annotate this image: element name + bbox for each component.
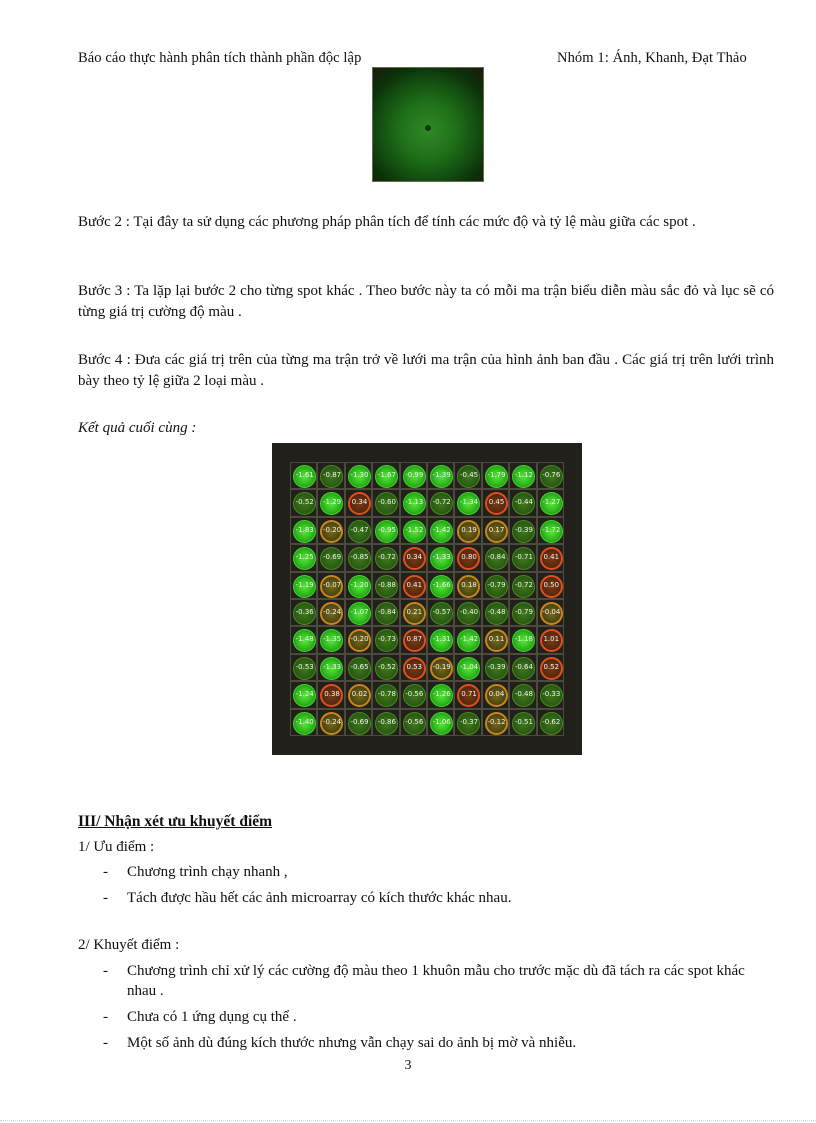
spot-value: -1.48 bbox=[295, 635, 314, 644]
grid-cell bbox=[372, 489, 399, 516]
spot-value: -1.40 bbox=[295, 717, 314, 726]
grid-cell bbox=[400, 489, 427, 516]
spot-value: -1.26 bbox=[432, 690, 451, 699]
list-item: - Một số ảnh dù đúng kích thước nhưng vẫn chạy sai do ảnh bị mờ và nhiễu. bbox=[103, 1035, 577, 1051]
grid-cell bbox=[317, 654, 344, 681]
spot-value: -1.52 bbox=[405, 525, 424, 534]
spot-value: 0.52 bbox=[543, 662, 560, 671]
spot-value: -1.61 bbox=[295, 471, 314, 479]
spot-value: -1.31 bbox=[432, 635, 451, 644]
spot-value: 0.04 bbox=[488, 690, 505, 699]
spot-value: -0.19 bbox=[432, 662, 451, 671]
spot-value: -0.99 bbox=[405, 471, 424, 479]
grid-cell bbox=[482, 709, 509, 736]
spot-value: -0.20 bbox=[350, 635, 369, 644]
grid-cell bbox=[454, 489, 481, 516]
grid-cell bbox=[454, 626, 481, 653]
grid-cell bbox=[290, 599, 317, 626]
spot-value: -0.52 bbox=[377, 662, 396, 671]
grid-cell bbox=[400, 626, 427, 653]
grid-cell bbox=[537, 517, 564, 544]
spot-value: -0.72 bbox=[514, 580, 533, 589]
grid-cell bbox=[290, 544, 317, 571]
grid-cell bbox=[427, 572, 454, 599]
spot-value: -0.78 bbox=[377, 690, 396, 699]
grid-cell bbox=[317, 599, 344, 626]
grid-cell bbox=[317, 572, 344, 599]
spot-value: -0.39 bbox=[514, 525, 533, 534]
spot-value: -1.42 bbox=[460, 635, 479, 644]
grid-cell bbox=[345, 626, 372, 653]
spot-value: -1.12 bbox=[514, 471, 533, 479]
advantages-list bbox=[103, 862, 775, 914]
spot-value: -0.48 bbox=[514, 690, 533, 699]
spot-value: -0.69 bbox=[323, 553, 342, 562]
grid-cell bbox=[482, 681, 509, 708]
spot-value: -1.29 bbox=[323, 498, 342, 507]
spot-value: 0.41 bbox=[543, 553, 560, 562]
grid-cell bbox=[290, 462, 317, 489]
spot-value: -0.04 bbox=[542, 608, 561, 616]
grid-cell bbox=[482, 462, 509, 489]
spot-value: -0.72 bbox=[377, 553, 396, 562]
grid-cells bbox=[290, 462, 564, 736]
grid-cell bbox=[509, 572, 536, 599]
single-spot-image bbox=[372, 67, 484, 182]
grid-cell bbox=[290, 517, 317, 544]
grid-cell bbox=[482, 599, 509, 626]
grid-cell bbox=[345, 544, 372, 571]
grid-cell bbox=[290, 709, 317, 736]
grid-cell bbox=[372, 626, 399, 653]
grid-cell bbox=[427, 599, 454, 626]
grid-cell bbox=[345, 572, 372, 599]
microarray-result-grid bbox=[272, 443, 582, 755]
spot-value: -1.33 bbox=[432, 553, 451, 562]
spot-value: 0.45 bbox=[488, 498, 505, 507]
grid-cell bbox=[317, 626, 344, 653]
grid-cell bbox=[400, 572, 427, 599]
spot-value: -0.39 bbox=[487, 662, 506, 671]
spot-value: -1.30 bbox=[350, 471, 369, 479]
spot-value: -0.24 bbox=[323, 608, 342, 616]
spot-value: 0.34 bbox=[351, 498, 368, 507]
grid-cell bbox=[400, 462, 427, 489]
disadvantages-list bbox=[103, 961, 775, 1059]
grid-cell bbox=[372, 599, 399, 626]
spot-value: -0.84 bbox=[487, 553, 506, 562]
grid-cell bbox=[454, 599, 481, 626]
spot-value: 0.34 bbox=[406, 553, 423, 562]
spot-value: -0.24 bbox=[323, 717, 342, 726]
spot-value: -1.19 bbox=[295, 580, 314, 589]
grid-cell bbox=[372, 544, 399, 571]
spot-value: -0.73 bbox=[377, 635, 396, 644]
grid-cell bbox=[537, 599, 564, 626]
spot-value: -0.37 bbox=[460, 717, 479, 726]
spot-value: -1.35 bbox=[323, 635, 342, 644]
spot-value: -0.79 bbox=[487, 580, 506, 589]
grid-cell bbox=[537, 654, 564, 681]
list-item: - Chưa có 1 ứng dụng cụ thể . bbox=[103, 1009, 297, 1025]
spot-value: -1.72 bbox=[542, 525, 561, 534]
grid-cell bbox=[317, 681, 344, 708]
spot-value: -1.06 bbox=[432, 717, 451, 726]
grid-cell bbox=[400, 599, 427, 626]
grid-cell bbox=[537, 489, 564, 516]
spot-value: 0.71 bbox=[461, 690, 477, 699]
grid-cell bbox=[537, 681, 564, 708]
spot-value: -0.56 bbox=[405, 690, 424, 699]
grid-cell bbox=[427, 544, 454, 571]
spot-value: 0.18 bbox=[461, 580, 477, 589]
grid-cell bbox=[290, 654, 317, 681]
grid-cell bbox=[509, 681, 536, 708]
grid-cell bbox=[345, 599, 372, 626]
spot-value: 0.53 bbox=[406, 662, 423, 671]
spot-value: -0.72 bbox=[432, 498, 451, 507]
grid-cell bbox=[372, 709, 399, 736]
spot-value: -0.20 bbox=[323, 525, 342, 534]
grid-cell bbox=[372, 572, 399, 599]
spot-value: -1.25 bbox=[295, 553, 314, 562]
grid-cell bbox=[509, 489, 536, 516]
grid-cell bbox=[537, 544, 564, 571]
spot-value: 0.19 bbox=[461, 525, 477, 534]
result-label: Kết quả cuối cùng : bbox=[78, 420, 197, 436]
header-right: Nhóm 1: Ánh, Khanh, Đạt Thảo bbox=[557, 50, 747, 66]
list-item: - Chương trình chạy nhanh , bbox=[103, 864, 288, 880]
grid-cell bbox=[454, 709, 481, 736]
spot-value: -1.18 bbox=[514, 635, 533, 644]
grid-cell bbox=[482, 626, 509, 653]
grid-cell bbox=[454, 654, 481, 681]
spot-value: -0.86 bbox=[377, 717, 396, 726]
grid-cell bbox=[290, 572, 317, 599]
spot-value: -0.44 bbox=[514, 498, 533, 507]
grid-cell bbox=[345, 517, 372, 544]
grid-cell bbox=[537, 572, 564, 599]
spot-value: -0.57 bbox=[432, 608, 451, 616]
grid-cell bbox=[454, 462, 481, 489]
grid-cell bbox=[482, 544, 509, 571]
spot-value: -0.65 bbox=[350, 662, 369, 671]
page-number: 3 bbox=[404, 1058, 412, 1073]
spot-value: 0.80 bbox=[461, 553, 477, 562]
grid-cell bbox=[372, 654, 399, 681]
grid-cell bbox=[427, 654, 454, 681]
grid-cell bbox=[317, 544, 344, 571]
grid-cell bbox=[509, 599, 536, 626]
grid-cell bbox=[290, 626, 317, 653]
grid-cell bbox=[482, 572, 509, 599]
step4-paragraph: Bước 4 : Đưa các giá trị trên của từng ma trận trở về lưới ma trận của hình ảnh ban đầu . Các giá trị trên lưới trình bày theo tỷ lệ giữa 2 loại màu . bbox=[78, 352, 774, 389]
spot-value: -0.47 bbox=[350, 525, 369, 534]
grid-cell bbox=[345, 681, 372, 708]
grid-cell bbox=[427, 681, 454, 708]
grid-cell bbox=[290, 681, 317, 708]
header-left: Báo cáo thực hành phân tích thành phần độc lập bbox=[78, 50, 362, 66]
grid-cell bbox=[400, 681, 427, 708]
list-item: - Chương trình chỉ xử lý các cường độ màu theo 1 khuôn mẫu cho trước mặc dù đã tách ra các spot khác nhau . bbox=[103, 963, 745, 999]
spot-value: -0.85 bbox=[350, 553, 369, 562]
grid-cell bbox=[372, 681, 399, 708]
grid-cell bbox=[537, 462, 564, 489]
grid-cell bbox=[482, 489, 509, 516]
spot-value: -1.34 bbox=[460, 498, 479, 507]
section-title: III/ Nhận xét ưu khuyết điểm bbox=[78, 813, 273, 830]
grid-cell bbox=[400, 544, 427, 571]
spot-value: -0.88 bbox=[377, 580, 396, 589]
list-item: - Tách được hầu hết các ảnh microarray có kích thước khác nhau. bbox=[103, 890, 512, 906]
grid-cell bbox=[317, 709, 344, 736]
grid-cell bbox=[537, 626, 564, 653]
grid-cell bbox=[345, 462, 372, 489]
spot-value: -0.48 bbox=[487, 608, 506, 616]
spot-value: -1.67 bbox=[377, 471, 396, 479]
spot-value: -1.13 bbox=[405, 498, 424, 507]
spot-value: -0.07 bbox=[323, 580, 342, 589]
spot-value: 0.87 bbox=[406, 635, 423, 644]
spot-value: -1.66 bbox=[432, 580, 451, 589]
spot-value: -1.42 bbox=[432, 525, 451, 534]
spot-value: 0.11 bbox=[488, 635, 505, 644]
spot-value: -0.56 bbox=[405, 717, 424, 726]
spot-value: -1.83 bbox=[295, 525, 314, 534]
spot-value: -1.07 bbox=[350, 608, 369, 616]
spot-value: 0.17 bbox=[488, 525, 505, 534]
spot-value: -1.79 bbox=[487, 471, 506, 479]
grid-cell bbox=[482, 654, 509, 681]
grid-cell bbox=[427, 709, 454, 736]
spot-value: 0.02 bbox=[351, 690, 368, 699]
spot-value: -0.60 bbox=[377, 498, 396, 507]
spot-value: -1.39 bbox=[432, 471, 451, 479]
grid-cell bbox=[454, 572, 481, 599]
spot-value: -0.33 bbox=[542, 690, 561, 699]
footer-divider bbox=[0, 1120, 816, 1121]
disadvantages-title: 2/ Khuyết điểm : bbox=[78, 937, 180, 953]
spot-value: -0.87 bbox=[323, 471, 342, 479]
grid-cell bbox=[372, 462, 399, 489]
spot-value: -0.36 bbox=[295, 608, 314, 616]
grid-cell bbox=[509, 654, 536, 681]
grid-cell bbox=[454, 544, 481, 571]
grid-cell bbox=[400, 709, 427, 736]
grid-cell bbox=[317, 462, 344, 489]
spot-value: 0.21 bbox=[406, 608, 423, 616]
grid-cell bbox=[427, 626, 454, 653]
spot-value: -0.45 bbox=[460, 471, 479, 479]
spot-value: -0.51 bbox=[514, 717, 533, 726]
grid-cell bbox=[427, 462, 454, 489]
spot-value: -0.64 bbox=[514, 662, 533, 671]
grid-cell bbox=[372, 517, 399, 544]
spot-value: -1.04 bbox=[460, 662, 479, 671]
spot-value: 0.50 bbox=[543, 580, 560, 589]
grid-cell bbox=[427, 517, 454, 544]
step3-paragraph: Bước 3 : Ta lặp lại bước 2 cho từng spot khác . Theo bước này ta có mỗi ma trận biểu diễn màu sắc đỏ và lục sẽ có từng giá trị cường độ màu . bbox=[78, 283, 774, 320]
grid-cell bbox=[400, 654, 427, 681]
spot-value: -1.27 bbox=[542, 498, 561, 507]
spot-value: -1.33 bbox=[323, 662, 342, 671]
spot-value: -0.95 bbox=[377, 525, 396, 534]
grid-cell bbox=[427, 489, 454, 516]
grid-cell bbox=[509, 517, 536, 544]
grid-cell bbox=[454, 517, 481, 544]
spot-center bbox=[425, 125, 431, 131]
step2-paragraph: Bước 2 : Tại đây ta sử dụng các phương pháp phân tích để tính các mức độ và tỷ lệ màu giữa các spot . bbox=[78, 214, 696, 230]
spot-value: 0.38 bbox=[324, 690, 340, 699]
spot-value: -0.71 bbox=[514, 553, 533, 562]
grid-cell bbox=[482, 517, 509, 544]
spot-value: -0.79 bbox=[514, 608, 533, 616]
grid-cell bbox=[537, 709, 564, 736]
spot-value: 0.41 bbox=[406, 580, 423, 589]
spot-value: -0.40 bbox=[460, 608, 479, 616]
grid-cell bbox=[290, 489, 317, 516]
spot-value: 1.01 bbox=[543, 635, 560, 644]
spot-value: -0.62 bbox=[542, 717, 561, 726]
spot-value: -0.12 bbox=[487, 717, 506, 726]
grid-cell bbox=[509, 462, 536, 489]
spot-value: -0.84 bbox=[377, 608, 396, 616]
grid-cell bbox=[317, 489, 344, 516]
grid-cell bbox=[345, 489, 372, 516]
grid-cell bbox=[345, 654, 372, 681]
grid-cell bbox=[509, 544, 536, 571]
grid-cell bbox=[509, 626, 536, 653]
grid-cell bbox=[509, 709, 536, 736]
spot-value: -0.69 bbox=[350, 717, 369, 726]
spot-value: -0.76 bbox=[542, 471, 561, 479]
spot-value: -1.24 bbox=[295, 690, 314, 699]
grid-cell bbox=[400, 517, 427, 544]
grid-cell bbox=[345, 709, 372, 736]
grid-cell bbox=[317, 517, 344, 544]
advantages-title: 1/ Ưu điểm : bbox=[78, 839, 155, 855]
spot-value: -1.20 bbox=[350, 580, 369, 589]
spot-value: -0.53 bbox=[295, 662, 314, 671]
spot-value: -0.52 bbox=[295, 498, 314, 507]
grid-cell bbox=[454, 681, 481, 708]
